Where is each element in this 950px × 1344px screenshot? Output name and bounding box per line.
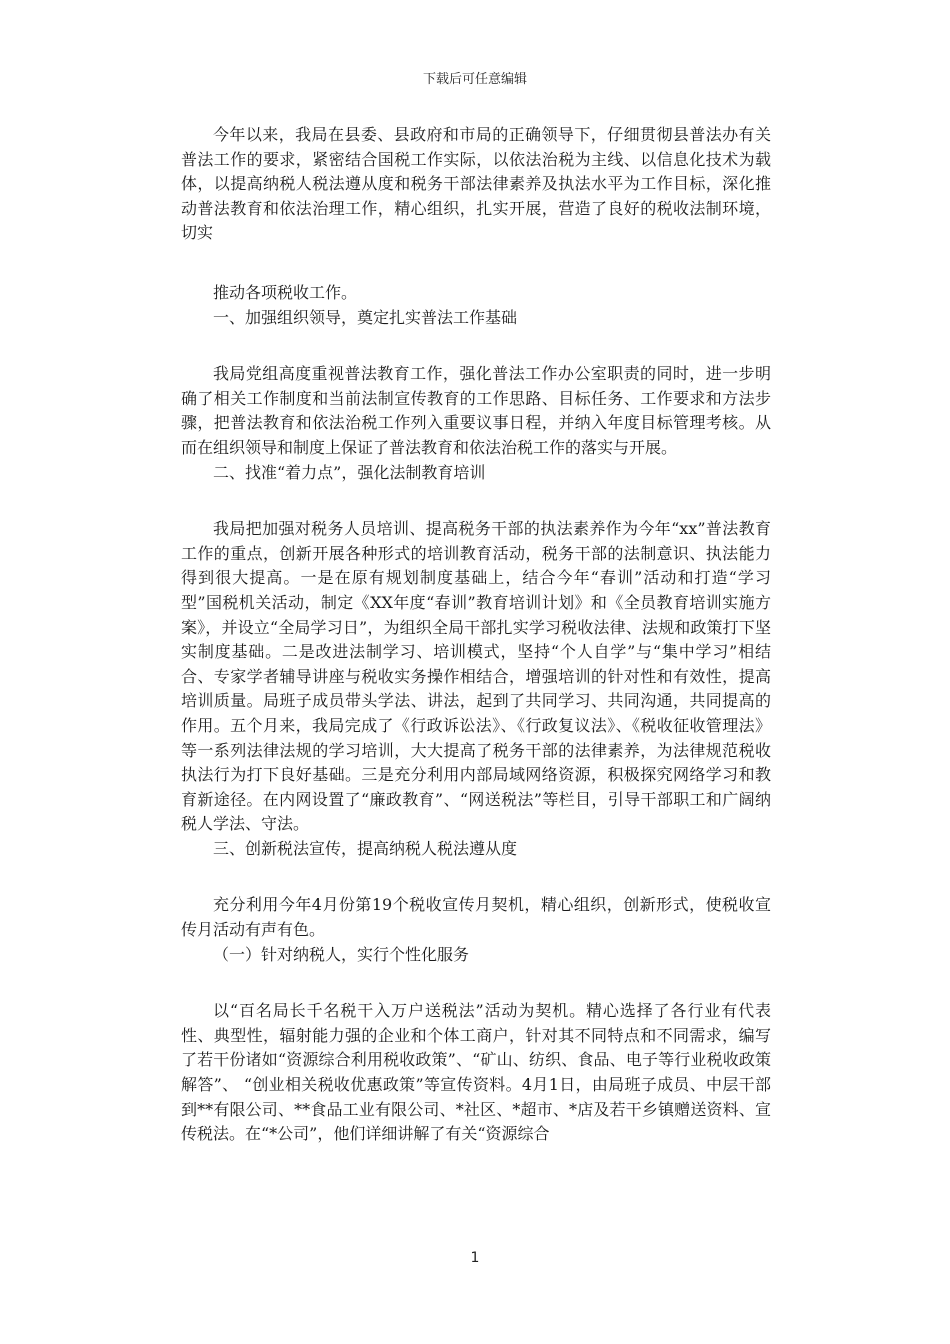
section-2-paragraph: 我局把加强对税务人员培训、提高税务干部的执法素养作为今年“xx”普法教育工作的重点，创新开展各种形式的培训教育活动，税务干部的法制意识、执法能力得到很大提高。一是在原有规划制度基础上，结合今年“春训”活动和打造“学习型”国税机关活动，制定《XX年度“春训”教育培训计划》和《全员教育培训实施方案》，并设立“全局学习日”，为组织全局干部扎实学习税收法律、法规和政策打下坚实制度基础。二是改进法制学习、培训模式，坚持“个人自学”与“集中学习”相结合、专家学者辅导讲座与税收实务操作相结合，增强培训的针对性和有效性，提高培训质量。局班子成员带头学法、讲法，起到了共同学习、共同沟通，共同提高的作用。五个月来，我局完成了《行政诉讼法》、《行政复议法》、《税收征收管理法》等一系列法律法规的学习培训，大大提高了税务干部的法律素养，为法律规范税收执法行为打下良好基础。三是充分利用内部局域网络资源，积极探究网络学习和教育新途径。在内网设置了“廉政教育”、“网送税法”等栏目，引导干部职工和广阔纳税人学法、守法。 <box>181 519 771 834</box>
continuation-paragraph: 推动各项税收工作。 <box>213 283 358 302</box>
intro-paragraph: 今年以来，我局在县委、县政府和市局的正确领导下，仔细贯彻县普法办有关普法工作的要求，紧密结合国税工作实际，以依法治税为主线、以信息化技术为载体，以提高纳税人税法遵从度和税务干部法律素养及执法水平为工作目标，深化推动普法教育和依法治理工作，精心组织，扎实开展，营造了良好的税收法制环境，切实 <box>181 125 771 243</box>
section-heading-2: 二、找准“着力点”，强化法制教育培训 <box>213 462 486 482</box>
section-heading-3: 三、创新税法宣传，提高纳税人税法遵从度 <box>213 838 518 858</box>
section-3-paragraph: 充分利用今年4月份第19个税收宣传月契机，精心组织，创新形式，使税收宣传月活动有声有色。 <box>181 895 771 940</box>
document-body <box>181 123 771 1147</box>
subsection-heading-1: （一）针对纳税人，实行个性化服务 <box>213 944 470 964</box>
page-header: 下载后可任意编辑 <box>422 72 527 87</box>
subsection-1-paragraph: 以“百名局长千名税干入万户送税法”活动为契机。精心选择了各行业有代表性、典型性，辐射能力强的企业和个体工商户，针对其不同特点和不同需求，编写了若干份诸如“资源综合利用税收政策”、“矿山、纺织、食品、电子等行业税收政策解答”、 “创业相关税收优惠政策”等宣传资料。4月1日，由局班子成员、中层干部到**有限公司、**食品工业有限公司、*社区、*超市、*店及若干乡镇赠送资料、宣传税法。在“*公司”，他们详细讲解了有关“资源综合 <box>181 1001 771 1144</box>
section-1-paragraph: 我局党组高度重视普法教育工作，强化普法工作办公室职责的同时，进一步明确了相关工作制度和当前法制宣传教育的工作思路、目标任务、工作要求和方法步骤，把普法教育和依法治税工作列入重要议事日程，并纳入年度目标管理考核。从而在组织领导和制度上保证了普法教育和依法治税工作的落实与开展。 <box>181 364 771 457</box>
section-heading-1: 一、加强组织领导，奠定扎实普法工作基础 <box>213 307 518 327</box>
page-number: 1 <box>470 1250 480 1266</box>
